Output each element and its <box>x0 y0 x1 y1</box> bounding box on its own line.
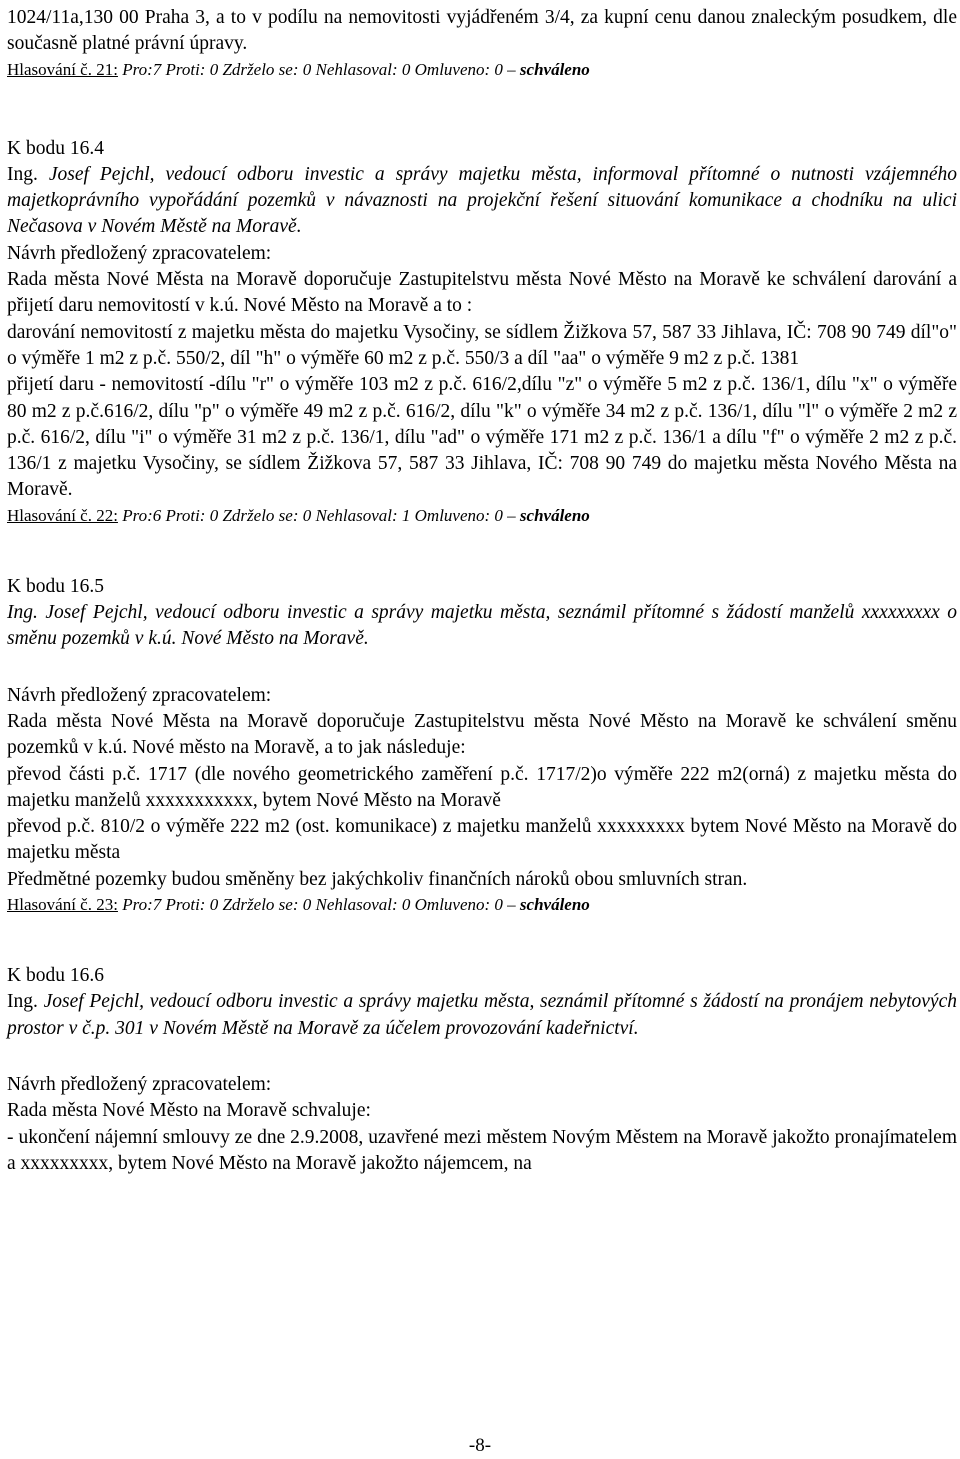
proposal-paragraph: Rada města Nové Města na Moravě doporučuje Zastupitelstvu města Nové Město na Moravě ke schválení směnu pozemků v k.ú. Nové město na Moravě, a to jak následuje: <box>7 710 957 759</box>
vote-result-21 <box>7 58 957 82</box>
intro-16-5: Ing. Josef Pejchl, vedoucí odboru investic a správy majetku města, seznámil přítomné s žádostí manželů xxxxxxxxx o směnu pozemků v k.ú. Nové Město na Moravě. <box>7 602 957 650</box>
vote-result-22 <box>7 504 957 528</box>
vote-label: Hlasování č. 23: <box>7 895 118 915</box>
proposal-label: Návrh předložený zpracovatelem: <box>7 1073 272 1095</box>
proposal-paragraph: přijetí daru - nemovitostí -dílu "r" o výměře 103 m2 z p.č. 616/2,dílu "z" o výměře 5 m2 z p.č. 136/1, dílu "x" o výměře 80 m2 z p.č.616/2, dílu "p" o výměře 49 m2 z p.č. 616/2, dílu "k" o výměře 34 m2 z p.č. 136/1, dílu "l" o výměře 2 m2 z p.č. 616/2, dílu "i" o výměře 31 m2 z p.č. 136/1, dílu "ad" o výměře 171 m2 z p.č. 136/1 a dílu "f" o výměře 2 m2 z p.č. 136/1 z majetku Vysočiny, se sídlem Žižkova 57, 587 33 Jihlava, IČ: 708 90 749 do majetku města Nového Města na Moravě. <box>7 374 957 501</box>
intro-lead: Ing. <box>7 991 38 1013</box>
intro-16-6 <box>7 989 957 1042</box>
document-page <box>7 5 957 1177</box>
vote-counts: Pro:7 Proti: 0 Zdrželo se: 0 Nehlasoval: 0 Omluveno: 0 – <box>117 895 520 915</box>
proposal-paragraph: darování nemovitostí z majetku města do majetku Vysočiny, se sídlem Žižkova 57, 587 33 Jihlava, IČ: 708 90 749 díl"o" o výměře 1 m2 z p.č. 550/2, díl "h" o výměře 60 m2 z p.č. 550/3 a díl "aa" o výměře 9 m2 z p.č. 1381 <box>7 321 957 369</box>
vote-outcome: schváleno <box>519 895 590 915</box>
section-heading-16-4: K bodu 16.4 <box>7 137 104 159</box>
paragraph-continuation: 1024/11a,130 00 Praha 3, a to v podílu na nemovitosti vyjádřeném 3/4, za kupní cenu danou znaleckým posudkem, dle současně platné právní úpravy. <box>7 7 957 55</box>
vote-label: Hlasování č. 21: <box>7 59 118 79</box>
proposal-paragraph: Rada města Nové Města na Moravě doporučuje Zastupitelstvu města Nové Město na Moravě ke schválení darování a přijetí daru nemovitostí v k.ú. Nové Město na Moravě a to : <box>7 269 957 317</box>
proposal-paragraph: převod části p.č. 1717 (dle nového geometrického zaměření p.č. 1717/2)o výměře 222 m2(orná) z majetku města do majetku manželů xxxxxxxxxxx, bytem Nové Město na Moravě <box>7 763 957 811</box>
vote-result-23 <box>7 893 957 917</box>
vote-counts: Pro:7 Proti: 0 Zdrželo se: 0 Nehlasoval: 0 Omluveno: 0 – <box>117 59 520 79</box>
intro-text: Josef Pejchl, vedoucí odboru investic a správy majetku města, seznámil přítomné s žádostí na pronájem nebytových prostor v č.p. 301 v Novém Městě na Moravě za účelem provozování kadeřnictví. <box>7 991 957 1039</box>
vote-label: Hlasování č. 22: <box>7 505 118 525</box>
proposal-paragraph: Předmětné pozemky budou směněny bez jakýchkoliv finančních nároků obou smluvních stran. <box>7 868 748 890</box>
intro-16-4 <box>7 162 957 241</box>
proposal-label: Návrh předložený zpracovatelem: <box>7 684 272 706</box>
proposal-paragraph: Rada města Nové Město na Moravě schvaluje: <box>7 1100 371 1122</box>
proposal-paragraph: převod p.č. 810/2 o výměře 222 m2 (ost. komunikace) z majetku manželů xxxxxxxxx bytem Nové Město na Moravě do majetku města <box>7 816 957 864</box>
vote-outcome: schváleno <box>519 505 590 525</box>
intro-lead: Ing. <box>7 163 38 185</box>
list-item: - ukončení nájemní smlouvy ze dne 2.9.2008, uzavřené mezi městem Novým Městem na Moravě jakožto pronajímatelem a xxxxxxxxx, bytem Nové Město na Moravě jakožto nájemcem, na <box>7 1126 957 1174</box>
section-heading-16-5: K bodu 16.5 <box>7 575 104 597</box>
intro-text: Josef Pejchl, vedoucí odboru investic a správy majetku města, informoval přítomné o nutnosti vzájemného majetkoprávního vypořádání pozemků v návaznosti na projekční řešení situování komunikace a chodníku na ulici Nečasova v Novém Městě na Moravě. <box>7 163 957 238</box>
vote-counts: Pro:6 Proti: 0 Zdrželo se: 0 Nehlasoval: 1 Omluveno: 0 – <box>117 505 520 525</box>
vote-outcome: schváleno <box>519 59 590 79</box>
proposal-label: Návrh předložený zpracovatelem: <box>7 242 272 264</box>
page-number: -8- <box>468 1435 492 1456</box>
section-heading-16-6: K bodu 16.6 <box>7 965 104 987</box>
